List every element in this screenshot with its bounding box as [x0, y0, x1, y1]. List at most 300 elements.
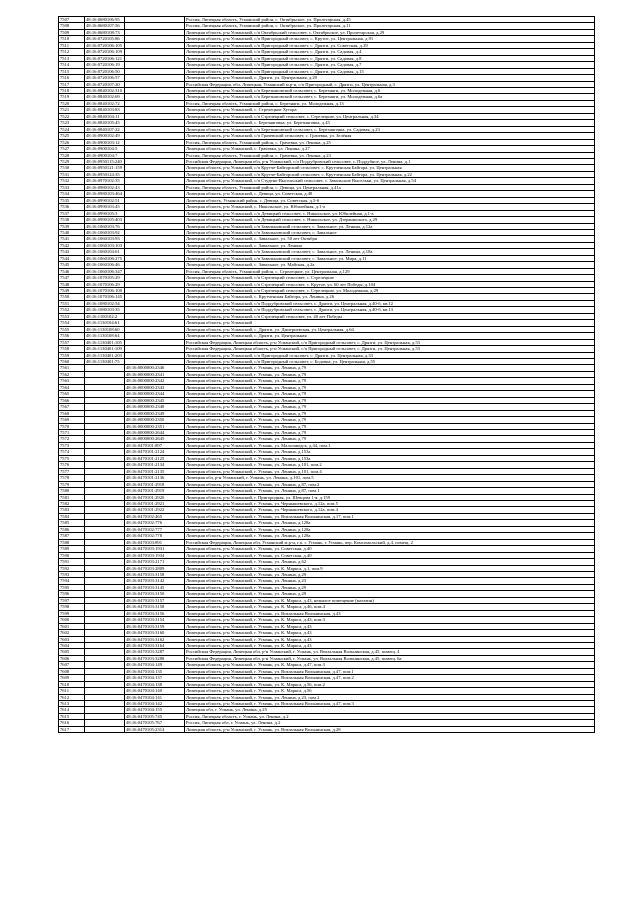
cadastral-number-cell: 48:16:0990102:51: [85, 197, 125, 203]
address-cell: Липецкая область, р-н Усманский, с/п Грачевский сельсовет, с. Грачевка, ул. Зелёная: [185, 133, 595, 139]
building-cadastral-cell: 48:16:0470104:142: [125, 701, 185, 707]
row-number-cell: 7609: [59, 675, 85, 681]
cadastral-number-cell: 48:16:0990105:403: [85, 217, 125, 223]
address-cell: Липецкая область, р-н Усманский, г. Усмань, ул. Ленина, д.29: [185, 571, 595, 577]
row-number-cell: 7596: [59, 591, 85, 597]
row-number-cell: 7524: [59, 126, 85, 132]
address-cell: Липецкая область, р-н Усманский, г. Усмань, ул. Ленина, д.87, пом.1: [185, 488, 595, 494]
address-cell: Липецкая область, р-н Усманский, г. Усмань, ул. Ленина, д.29: [185, 591, 595, 597]
building-cadastral-cell: 48:16:0470104:140: [125, 688, 185, 694]
row-number-cell: 7593: [59, 571, 85, 577]
row-number-cell: 7546: [59, 268, 85, 274]
row-number-cell: 7569: [59, 417, 85, 423]
row-number-cell: 7530: [59, 165, 85, 171]
row-number-cell: 7560: [59, 359, 85, 365]
address-cell: Липецкая область, р-н Усманский, г. Усмань, ул. Ленина, д.79: [185, 397, 595, 403]
address-cell: Липецкая область, р-н Усманский, г. Усмань, ул. К. Маркса, д.43, нежилое помещение (магазин): [185, 597, 595, 603]
address-cell: Липецкая область, р-н Усманский, г. Усмань, ул. К. Маркса, д.43: [185, 630, 595, 636]
row-number-cell: 7553: [59, 313, 85, 319]
building-cadastral-cell: 48:16:0470105:745: [125, 713, 185, 719]
address-cell: Липецкая область, р-н Усманский, с/п Пригородный сельсовет, с. Дрязги, ул. Центральная, д.33: [185, 352, 595, 358]
cadastral-number-cell: 48:16:0680106:95: [85, 17, 125, 23]
row-number-cell: 7567: [59, 404, 85, 410]
cadastral-number-cell: 48:16:0900104:5: [85, 146, 125, 152]
address-cell: Липецкая область, р-н Усманский, г. Усмань, ул. Советская, д.40: [185, 552, 595, 558]
row-number-cell: 7554: [59, 320, 85, 326]
cadastral-number-cell: 48:16:0680108:73: [85, 29, 125, 35]
building-cadastral-cell: 48:16:0470101:2135: [125, 468, 185, 474]
cadastral-number-cell: 48:16:1070106:100: [85, 288, 125, 294]
row-number-cell: 7615: [59, 713, 85, 719]
row-number-cell: 7522: [59, 113, 85, 119]
row-number-cell: 7521: [59, 107, 85, 113]
row-number-cell: 7527: [59, 146, 85, 152]
address-cell: Липецкая область, р-н Усманский, с/п Пригородный сельсовет, с. Дрязги, ул. Советская, д.29: [185, 42, 595, 48]
building-cadastral-cell: 48:16:0470104:135: [125, 668, 185, 674]
row-number-cell: 7571: [59, 430, 85, 436]
row-number-cell: 7601: [59, 623, 85, 629]
row-number-cell: 7566: [59, 397, 85, 403]
address-cell: Липецкая область, р-н Усманский, г. Усмань, ул. Ленина, д.79: [185, 391, 595, 397]
cadastral-number-cell: 48:16:0970102:35: [85, 178, 125, 184]
address-cell: Россия, Липецкая область, Усманский район, с. Грачевка, ул. Ленина, д.23: [185, 152, 595, 158]
address-cell: Россия, Липецкая обл, г. Усмань, ул. Ленина, д.2: [185, 720, 595, 726]
row-number-cell: 7537: [59, 210, 85, 216]
cadastral-number-cell: 48:16:0720106:105: [85, 42, 125, 48]
row-number-cell: 7611: [59, 688, 85, 694]
row-number-cell: 7580: [59, 488, 85, 494]
row-number-cell: 7508: [59, 23, 85, 29]
address-cell: Российская Федерация, Липецкая область, р-н Усманский, с/п Пригородный сельсовет, с. Дрязги, ул. Центральная, д.53: [185, 339, 595, 345]
address-cell: Липецкая область, р-н Усманский, с. Никольское, ул. Юбилейная, д.1-а: [185, 204, 595, 210]
row-number-cell: 7528: [59, 152, 85, 158]
row-number-cell: 7541: [59, 236, 85, 242]
row-number-cell: 7539: [59, 223, 85, 229]
address-cell: Липецкая область, р-н Усманский, г. Усмань, ул. К. Маркса, д.43: [185, 642, 595, 648]
building-cadastral-cell: 48:16:0470103:3157: [125, 597, 185, 603]
address-cell: Липецкая область, р-н Усманский, г. Усмань, ул. Вокзальная Вольнинская, д.47, пом.2: [185, 675, 595, 681]
row-number-cell: 7564: [59, 384, 85, 390]
cadastral-number-cell: 48:16:1060106:347: [85, 268, 125, 274]
address-cell: Липецкая область, р-н Усманский, с/п Березняговский сельсовет, с. Березняги, ул. Молодежная, д.6: [185, 87, 595, 93]
address-cell: Липецкая область, р-н Усманский, с. Завальное, ул. Ленина: [185, 242, 595, 248]
address-cell: Россия, Липецкая область, Усманский район, с. Березняги, ул. Молодежная, д.13: [185, 100, 595, 106]
row-number-cell: 7570: [59, 423, 85, 429]
address-cell: Липецкая область, р-н Усманский, с/п Поддубровский сельсовет, с. Дрязги, ул. Центральная, д.40-б, кв.13: [185, 307, 595, 313]
address-cell: Липецкая область, р-н Усманский, г. Усмань, ул. Ленина, д.79: [185, 417, 595, 423]
row-number-cell: 7595: [59, 584, 85, 590]
building-cadastral-cell: 48:16:0470101:2920: [125, 494, 185, 500]
building-cadastral-cell: 48:16:0470103:3142: [125, 578, 185, 584]
building-cadastral-cell: 48:16:0470101:2125: [125, 455, 185, 461]
cadastral-number-cell: 48:16:0840102:310: [85, 87, 125, 93]
address-cell: Липецкая область, р-н Усманский, г. Усмань, ул. Ленина, д.153а: [185, 455, 595, 461]
address-cell: Липецкая область, р-н Усманский, г. Усмань, ул. Ленина, д.23: [185, 578, 595, 584]
cadastral-number-cell: 48:16:0900103:12: [85, 139, 125, 145]
address-cell: Липецкая область, р-н Усманский, г. Усмань, ул. Вокзальная Вольнинская, д.17, пом.1: [185, 513, 595, 519]
address-cell: Липецкая область, р-н Усманский, с/п Стрелецкий сельсовет, с. Стрелецкие, ул. Центральная, д.34: [185, 113, 595, 119]
building-cadastral-cell: 48:16:0470104:141: [125, 694, 185, 700]
address-cell: Липецкая область, р-н Усманский, г. Усмань, ул. К. Маркса, д.43: [185, 636, 595, 642]
row-number-cell: 7592: [59, 565, 85, 571]
building-cadastral-cell: 48:16:0470102:465: [125, 513, 185, 519]
row-number-cell: 7547: [59, 275, 85, 281]
cadastral-number-cell: 48:16:1130401:105: [85, 339, 125, 345]
address-cell: Липецкая область, р-н Усманский, с/п Девицкий сельсовет, с. Никольское, ул. Юбилейная, д.1-а: [185, 210, 595, 216]
cadastral-number-cell: 48:16:0720107:20: [85, 81, 125, 87]
row-number-cell: 7597: [59, 597, 85, 603]
address-cell: Липецкая область, р-н Усманский, г. Усмань, ул. Ленина, д.101, пом.2: [185, 462, 595, 468]
building-cadastral-cell: 48:16:0470103:3288: [125, 655, 185, 661]
row-number-cell: 7607: [59, 662, 85, 668]
address-cell: Липецкая область, р-н Усманский, г. Усмань, ул. Ленина, д.79: [185, 384, 595, 390]
address-cell: Липецкая область, р-н Усманский, с/п Крутче-Байгорский сельсовет, с. Крутченская Байгора, ул. Центральная: [185, 165, 595, 171]
building-cadastral-cell: 48:16:0000000:2644: [125, 430, 185, 436]
building-cadastral-cell: 48:16:0470101:2124: [125, 449, 185, 455]
cadastral-number-cell: 48:16:1060103:103: [85, 242, 125, 248]
cadastral-number-cell: 48:16:0680107:56: [85, 23, 125, 29]
row-number-cell: 7617: [59, 726, 85, 732]
address-cell: Липецкая область, р-н Усманский, г. Усмань, ул. Ленина, д.62: [185, 559, 595, 565]
row-number-cell: 7574: [59, 449, 85, 455]
building-cadastral-cell: 48:16:0000000:2342: [125, 378, 185, 384]
building-cadastral-cell: 48:16:0470103:2809: [125, 565, 185, 571]
address-cell: Липецкая область, р-н Усманский, г. Усмань, ул. Вокзальная Вольнинская, д.47, пом.3: [185, 701, 595, 707]
row-number-cell: 7542: [59, 242, 85, 248]
cadastral-number-cell: 48:16:1070106:29: [85, 281, 125, 287]
row-number-cell: 7529: [59, 158, 85, 164]
building-cadastral-cell: 48:16:0000000:2345: [125, 397, 185, 403]
address-cell: Липецкая область, р-н Усманский, с/п Пригородный сельсовет, с. Дрязги, ул. Садовая, д.8: [185, 55, 595, 61]
address-cell: Липецкая область, р-н Усманский, г. Усмань, ул. Чернышевского, д.12а, пом.5: [185, 500, 595, 506]
row-number-cell: 7552: [59, 307, 85, 313]
row-number-cell: 7551: [59, 300, 85, 306]
building-cadastral-cell: 48:16:0470103:3145: [125, 584, 185, 590]
address-cell: Липецкая область, р-н Усманский, г. Усмань, ул. Ленина, д.153а: [185, 449, 595, 455]
cadastral-number-cell: [85, 726, 125, 732]
cadastral-number-cell: 48:16:0720106:50: [85, 68, 125, 74]
address-cell: Липецкая область, р-н Усманский, с. Грачевка, ул. Ленина, д.27: [185, 146, 595, 152]
cadastral-number-cell: 48:16:1130108:60: [85, 326, 125, 332]
cadastral-number-cell: 48:16:1080103:35: [85, 307, 125, 313]
cadastral-number-cell: 48:16:0950121:159: [85, 165, 125, 171]
cadastral-number-cell: 48:16:0840107:22: [85, 126, 125, 132]
register-table-body: [59, 17, 595, 733]
row-number-cell: 7584: [59, 513, 85, 519]
row-number-cell: 7514: [59, 62, 85, 68]
row-number-cell: 7603: [59, 636, 85, 642]
building-cadastral-cell: 48:16:0470103:3162: [125, 636, 185, 642]
cadastral-number-cell: 48:16:0950124:35: [85, 171, 125, 177]
cadastral-number-cell: 48:16:1060103:76: [85, 223, 125, 229]
address-cell: Липецкая область, р-н Усманский, с. Дрязги, ул. Дмитриевская, ул. Центральная, д.64: [185, 326, 595, 332]
row-number-cell: 7577: [59, 468, 85, 474]
cadastral-number-cell: 48:16:0900102:49: [85, 133, 125, 139]
address-cell: Липецкая область, р-н Усманский, г. Усмань, ул. Ленина, д.79: [185, 436, 595, 442]
cadastral-number-cell: 48:16:1070106:145: [85, 294, 125, 300]
address-cell: Липецкая область, р-н Усманский, с. Дрязги, ул. Центральная, д.29: [185, 75, 595, 81]
address-cell: Липецкая область, р-н Усманский, с/п Октябрьский сельсовет, с. Октябрьское, ул. Пролетарская, д.29: [185, 29, 595, 35]
building-cadastral-cell: 48:16:0000000:2349: [125, 410, 185, 416]
building-cadastral-cell: 48:16:0470105:2314: [125, 726, 185, 732]
cadastral-number-cell: 48:16:1100102:2: [85, 313, 125, 319]
address-cell: Липецкая область, р-н Усманский, г. Усмань, ул. К. Маркса, д.56: [185, 688, 595, 694]
row-number-cell: 7561: [59, 365, 85, 371]
row-number-cell: 7543: [59, 249, 85, 255]
address-cell: Липецкая область, р-н Усманский, с. Девица, ул. Советская, д.48: [185, 191, 595, 197]
row-number-cell: 7556: [59, 333, 85, 339]
address-cell: Липецкая область, р-н Усманский, г. Усмань, ул. Ленина, д.79: [185, 404, 595, 410]
address-cell: Липецкая область, р-н Усманский, с/п Поддубровский сельсовет, с. Дрязги, ул. Центральная, д.40-б, кв.12: [185, 300, 595, 306]
row-number-cell: 7594: [59, 578, 85, 584]
building-cadastral-cell: 48:16:0470105:767: [125, 720, 185, 726]
building-cadastral-cell: 48:16:0000000:2645: [125, 436, 185, 442]
row-number-cell: 7602: [59, 630, 85, 636]
building-cadastral-cell: 48:16:0470101:897: [125, 442, 185, 448]
address-cell: Липецкая область, р-н Усманский, г. Усмань, ул. Вокзальная Вольнинская, д.47, пом.1: [185, 668, 595, 674]
address-cell: Липецкая область, р-н Усманский, г. Усмань, ул. К. Маркса, д.56, пом.2: [185, 681, 595, 687]
building-cadastral-cell: 48:16:0470103:3156: [125, 610, 185, 616]
building-cadastral-cell: 48:16:0470103:3154: [125, 617, 185, 623]
address-cell: Россия, Липецкая область, Усманский район, с. Девица, ул. Центральная, д.41а: [185, 184, 595, 190]
address-cell: Липецкая обл, г. Усмань, ул. Ленина, д.25: [185, 707, 595, 713]
row-number-cell: 7586: [59, 526, 85, 532]
building-cadastral-cell: 48:16:0000000:2343: [125, 384, 185, 390]
building-cadastral-cell: 48:16:0470104:149: [125, 662, 185, 668]
row-number-cell: 7511: [59, 42, 85, 48]
address-cell: Россия, Липецкая область, Усманский район, с. Грачевка, ул. Ленина, д.25: [185, 139, 595, 145]
row-number-cell: 7535: [59, 197, 85, 203]
address-cell: Липецкая область, р-н Усманский, с. Березняговка, ул. Березняговка, д.45: [185, 120, 595, 126]
cadastral-number-cell: 48:16:0840103:83: [85, 107, 125, 113]
row-number-cell: 7616: [59, 720, 85, 726]
address-cell: Липецкая область, р-н Усманский, г. Пригородная, ул. Шевцова 1-я, д.159: [185, 494, 595, 500]
cadastral-number-cell: 48:16:1130401:109: [85, 346, 125, 352]
building-cadastral-cell: 48:16:0470104:155: [125, 707, 185, 713]
row-number-cell: 7588: [59, 539, 85, 545]
address-cell: Липецкая область, р-н Усманский, г. Усмань, ул. К. Маркса, д.47, пом.3: [185, 662, 595, 668]
building-cadastral-cell: 48:16:0470104:138: [125, 681, 185, 687]
address-cell: Липецкая область, р-н Усманский, г. Усмань, ул. Вокзальная Вольнинская, д.43: [185, 610, 595, 616]
row-number-cell: 7608: [59, 668, 85, 674]
address-cell: Липецкая область, р-н Усманский, с/п Пригородный сельсовет, с. Дрязги, ул. Садовая, д.15: [185, 68, 595, 74]
row-number-cell: 7534: [59, 191, 85, 197]
row-number-cell: 7518: [59, 87, 85, 93]
building-cadastral-cell: 48:16:0470102:776: [125, 520, 185, 526]
building-cadastral-cell: 48:16:0470101:2919: [125, 488, 185, 494]
row-number-cell: 7598: [59, 604, 85, 610]
address-cell: Липецкая область, р-н Усманский, с/п Стрелецкий сельсовет, с. Стрелецкие: [185, 275, 595, 281]
address-cell: Россия, Липецкая область, г. Усмань, ул. Ленина, д.2: [185, 713, 595, 719]
address-cell: Липецкая область, р-н Усманский, с/п Девицкий сельсовет, с. Никольское, ул. Дзержинского, д.29: [185, 217, 595, 223]
building-cadastral-cell: 48:16:0000000:2351: [125, 423, 185, 429]
address-cell: Липецкая область, р-н Усманский, с. Завальное, ул. Майская, д.2а: [185, 262, 595, 268]
row-number-cell: 7612: [59, 694, 85, 700]
cadastral-number-cell: 48:16:0720105:86: [85, 36, 125, 42]
row-number-cell: 7604: [59, 642, 85, 648]
row-number-cell: 7600: [59, 617, 85, 623]
address-cell: Липецкая область, р-н Усманский, г. Усмань, ул. Ленина, д.79: [185, 410, 595, 416]
address-cell: Российская Федерация, Липецкая область, р-н Усманский, с/п Пригородный сельсовет, с. Дрязги, ул. Центральная, д.53: [185, 346, 595, 352]
row-number-cell: 7582: [59, 500, 85, 506]
cadastral-number-cell: 48:16:0840104:11: [85, 113, 125, 119]
address-cell: Липецкая область, р-н Усманский, г. Усмань, ул. Ленина, д.29: [185, 584, 595, 590]
address-cell: Липецкая область, р-н Усманский, г. Усмань, ул. Ленина, д.79: [185, 423, 595, 429]
address-cell: Липецкая область, р-н Усманский, с/п Березняговский сельсовет, с. Березняги, ул. Молодежная, д.6а: [185, 94, 595, 100]
row-number-cell: 7568: [59, 410, 85, 416]
address-cell: Липецкая область, р-н Усманский, с/п Завальновский сельсовет, с. Завальное, ул. Ленина, д.18а: [185, 249, 595, 255]
address-cell: Россия, Липецкая область, Усманский район, с. Октябрьское, ул. Пролетарская, д.45: [185, 17, 595, 23]
building-cadastral-cell: 48:16:0470103:3287: [125, 649, 185, 655]
cadastral-number-cell: 48:16:0840105:45: [85, 120, 125, 126]
row-number-cell: 7562: [59, 371, 85, 377]
cadastral-number-cell: 48:16:0720106:121: [85, 55, 125, 61]
table-row: [59, 726, 595, 732]
address-cell: Липецкая область, р-н Усманский, с/п Студено-Высельский сельсовет, с. Завальские Высельки, ул. Центральная, д.54: [185, 178, 595, 184]
cadastral-number-cell: 48:16:0950115:240: [85, 158, 125, 164]
cadastral-number-cell: 48:16:1060106:275: [85, 255, 125, 261]
cadastral-number-cell: 48:16:0840102:69: [85, 94, 125, 100]
row-number-cell: 7533: [59, 184, 85, 190]
row-number-cell: 7573: [59, 442, 85, 448]
row-number-cell: 7555: [59, 326, 85, 332]
row-number-cell: 7557: [59, 339, 85, 345]
cadastral-number-cell: 48:16:0980102:43: [85, 184, 125, 190]
cadastral-number-cell: 48:16:1060104:61: [85, 249, 125, 255]
address-cell: Липецкая область, р-н Усманский, с. Стрелецкие Хутора: [185, 107, 595, 113]
cadastral-number-cell: 48:16:1080102:54: [85, 300, 125, 306]
building-cadastral-cell: 48:16:0470102:778: [125, 533, 185, 539]
address-cell: Липецкая область, р-н Усманский, с. Завальное, ул. 50 лет Октября: [185, 236, 595, 242]
row-number-cell: 7583: [59, 507, 85, 513]
address-cell: Липецкая область, р-н Усманский, г. Усмань, ул. Ленина, д.79: [185, 365, 595, 371]
cadastral-number-cell: 48:16:1070105:29: [85, 275, 125, 281]
building-cadastral-cell: 48:16:0470101:2918: [125, 481, 185, 487]
row-number-cell: 7579: [59, 481, 85, 487]
cadastral-number-cell: 48:16:0720106:109: [85, 49, 125, 55]
address-cell: Липецкая область, р-н Усманский, с/п Стрелецкий сельсовет, с. Стрелецкие, ул. Молодежная, д.29: [185, 288, 595, 294]
address-cell: Липецкая область, р-н Усманский, г. Усмань, ул. Ленина, д.79: [185, 378, 595, 384]
address-cell: Российская Федерация, обл. Липецкая, Усманский м.р-н, с/п Пригородный, с. Дрязги, ул. Центральная, д.3: [185, 81, 595, 87]
address-cell: Липецкая область, р-н Усманский, г. Усмань, ул. Вокзальная Вольнинская, д.28: [185, 726, 595, 732]
row-number-cell: 7550: [59, 294, 85, 300]
building-cadastral-cell: 48:16:0470103:3164: [125, 642, 185, 648]
row-number-cell: 7599: [59, 610, 85, 616]
row-number-cell: 7549: [59, 288, 85, 294]
address-cell: Липецкая область, р-н Усманский, г. Усмань, ул. Ленина, д.128а: [185, 533, 595, 539]
address-cell: Липецкая область, р-н Усманский, с/п Завальновский сельсовет, с. Завальное: [185, 229, 595, 235]
row-number-cell: 7517: [59, 81, 85, 87]
cadastral-number-cell: 48:16:1130401:75: [85, 359, 125, 365]
row-number-cell: 7606: [59, 655, 85, 661]
row-number-cell: 7520: [59, 100, 85, 106]
address-cell: Липецкая область, р-н Усманский, г. Усмань, ул. Ленина, д.87, пом.2: [185, 481, 595, 487]
cadastral-number-cell: 48:16:1130104:61: [85, 320, 125, 326]
row-number-cell: 7515: [59, 68, 85, 74]
address-cell: Липецкая область, Усманский район, с. Девица, ул. Советская, д.5-6: [185, 197, 595, 203]
building-cadastral-cell: 48:16:0470103:3150: [125, 591, 185, 597]
row-number-cell: 7523: [59, 120, 85, 126]
address-cell: Липецкая область, р-н Усманский, г. Усмань, ул. К. Маркса, д.43, пом.3: [185, 617, 595, 623]
cadastral-number-cell: 48:16:0720106:19: [85, 62, 125, 68]
row-number-cell: 7538: [59, 217, 85, 223]
cadastral-number-cell: 48:16:1060103:93: [85, 236, 125, 242]
building-cadastral-cell: 48:16:0000000:2348: [125, 404, 185, 410]
row-number-cell: 7540: [59, 229, 85, 235]
row-number-cell: 7526: [59, 139, 85, 145]
address-cell: Липецкая область, р-н Усманский, г. Усмань, ул. К. Маркса, д.43: [185, 623, 595, 629]
building-cadastral-cell: 48:16:0470101:2134: [125, 462, 185, 468]
building-cadastral-cell: 48:16:0470103:891: [125, 539, 185, 545]
row-number-cell: 7565: [59, 391, 85, 397]
cadastral-number-cell: 48:16:1060103:92: [85, 229, 125, 235]
address-cell: Липецкая область, р-н Усманский, с/п Стрелецкий сельсовет, с. Крутое, ул. 60 лет Победы, д.104: [185, 281, 595, 287]
cadastral-number-cell: 48:16:0980103:464: [85, 191, 125, 197]
row-number-cell: 7575: [59, 455, 85, 461]
address-cell: Липецкая область, р-н Усманский, с/п Завальновский сельсовет, с. Завальное, ул. Ленина, д.12а: [185, 223, 595, 229]
address-cell: Липецкая область, р-н Усманский, с/п Завальновский сельсовет, с. Завальное, ул. Мира, д.11: [185, 255, 595, 261]
row-number-cell: 7605: [59, 649, 85, 655]
building-cadastral-cell: 48:16:0470101:2921: [125, 500, 185, 506]
building-cadastral-cell: 48:16:0470103:1934: [125, 552, 185, 558]
row-number-cell: 7513: [59, 55, 85, 61]
building-cadastral-cell: 48:16:0470103:2171: [125, 559, 185, 565]
address-cell: Липецкая область, р-н Усманский, г. Усмань, ул. Советская, д.40: [185, 546, 595, 552]
building-cadastral-cell: 48:16:0000000:2344: [125, 391, 185, 397]
address-cell: Липецкая область, р-н Усманский, с/п Пригородный сельсовет, с. Крутое, ул. Центральная, д.91: [185, 36, 595, 42]
property-register-table: [58, 16, 595, 733]
cadastral-number-cell: 48:16:0720106:57: [85, 75, 125, 81]
row-number-cell: 7576: [59, 462, 85, 468]
address-cell: Липецкая область, р-н Усманский, г. Усмань, ул. К. Маркса, д.1, пом.9: [185, 565, 595, 571]
building-cadastral-cell: 48:16:0000000:2341: [125, 371, 185, 377]
row-number-cell: 7610: [59, 681, 85, 687]
row-number-cell: 7507: [59, 17, 85, 23]
address-cell: Российская Федерация, Липецкая обл, р-н Усманский, г. Усмань, ул. Вокзальная Вольнинская, д.45, помещ. 6а: [185, 655, 595, 661]
row-number-cell: 7532: [59, 178, 85, 184]
address-cell: Россия, Липецкая область, Усманский район, с. Октябрьское, ул. Пролетарская, д.11: [185, 23, 595, 29]
address-cell: Липецкая область, р-н Усманский, с/п Пригородный сельсовет, с. Дрязги, ул. Садовая, д.7: [185, 62, 595, 68]
row-number-cell: 7512: [59, 49, 85, 55]
row-number-cell: 7572: [59, 436, 85, 442]
address-cell: Липецкая область, р-н Усманский, с. Крутченская Байгора, ул. Ленина, д.26: [185, 294, 595, 300]
building-cadastral-cell: 48:16:0000000:2350: [125, 417, 185, 423]
building-cadastral-cell: 48:16:0470103:1931: [125, 546, 185, 552]
address-cell: Липецкая область, р-н Усманский, г. Усмань, ул. Малозаводск, д.44, пом.1: [185, 442, 595, 448]
address-cell: Липецкая область, р-н Усманский, г. Усмань, ул. Ленина, д.101, пом.4: [185, 468, 595, 474]
address-cell: Липецкая область, р-н Усманский, с/п Березняговский сельсовет, с. Березняговка, ул. Садовая, д.23: [185, 126, 595, 132]
address-cell: Российская Федерация, Липецкая обл, р-н Усманский, г. Усмань, ул. Вокзальная Вольнинская, д.45, помещ. 4: [185, 649, 595, 655]
address-cell: Липецкая область, р-н Усманский, с/п Пригородный сельсовет, с. Дрязги, ул. Садовая, д.4: [185, 49, 595, 55]
address-cell: Российская Федерация, Липецкая обл, р-н Усманский, с/п Поддубровский сельсовет, с. Поддубное, ул. Ленина, д.1: [185, 158, 595, 164]
building-cadastral-cell: 48:16:0470103:3159: [125, 623, 185, 629]
address-cell: Липецкая область, р-н Усманский: [185, 320, 595, 326]
row-number-cell: 7591: [59, 559, 85, 565]
row-number-cell: 7581: [59, 494, 85, 500]
building-cadastral-cell: 48:16:0470102:777: [125, 526, 185, 532]
row-number-cell: 7516: [59, 75, 85, 81]
row-number-cell: 7613: [59, 701, 85, 707]
row-number-cell: 7525: [59, 133, 85, 139]
building-cadastral-cell: 48:16:0470103:3160: [125, 630, 185, 636]
row-number-cell: 7585: [59, 520, 85, 526]
row-number-cell: 7590: [59, 552, 85, 558]
row-number-cell: 7587: [59, 533, 85, 539]
address-cell: Липецкая область, р-н Усманский, г. Усмань, ул. Ленина, д.128а: [185, 520, 595, 526]
address-cell: Липецкая область, р-н Усманский, г. Усмань, ул. Ленина, д.128а: [185, 526, 595, 532]
cadastral-number-cell: 48:16:0900104:7: [85, 152, 125, 158]
row-number-cell: 7558: [59, 346, 85, 352]
